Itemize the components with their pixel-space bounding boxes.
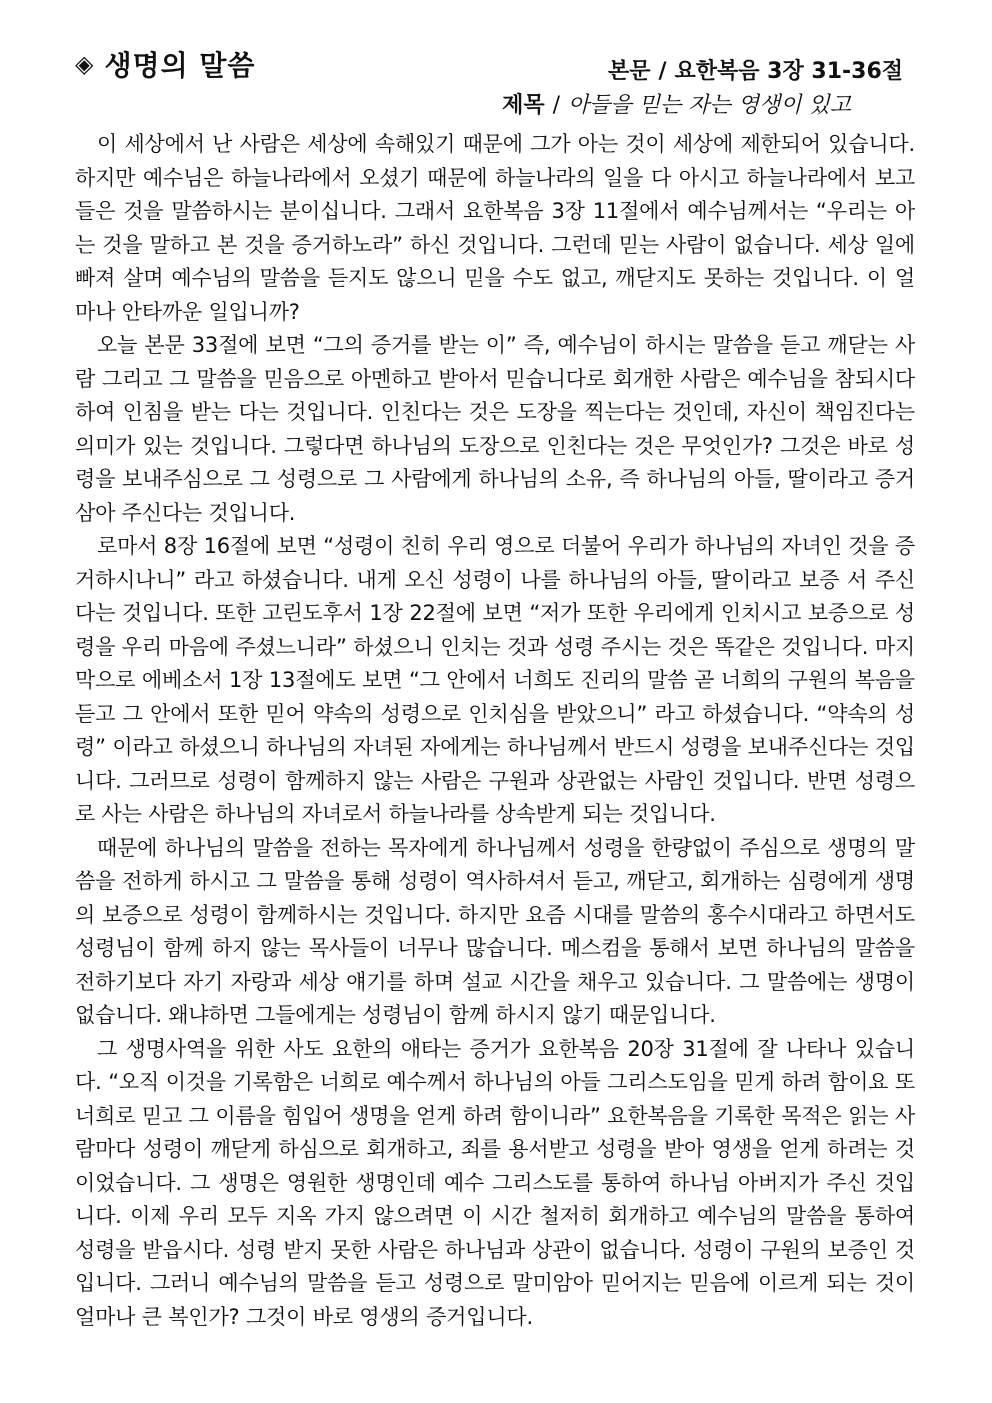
subject-separator: / <box>552 93 560 118</box>
paragraph: 오늘 본문 33절에 보면 “그의 증거를 받는 이” 즉, 예수님이 하시는 말씀을 듣고 깨닫는 사람 그리고 그 말씀을 믿음으로 아멘하고 받아서 믿습니다로 회개한 사람은 예수님을 참되시다하여 인침을 받는 다는 것입니다. 인친다는 것은 도장을 찍는다는 것인데, 자신이 책임진다는 의미가 있는 것입니다. 그렇다면 하나님의 도장으로 인친다는 것은 무엇인가? 그것은 바로 성령을 보내주심으로 그 성령으로 그 사람에게 하나님의 소유, 즉 하나님의 아들, 딸이라고 증거삼아 주신다는 것입니다. <box>75 333 915 525</box>
page-title-text: 생명의 말씀 <box>104 49 256 82</box>
sermon-header <box>75 40 915 120</box>
page-title <box>75 44 255 84</box>
paragraph: 그 생명사역을 위한 사도 요한의 애타는 증거가 요한복음 20장 31절에 잘 나타나 있습니다. “오직 이것을 기록함은 너희로 예수께서 하나님의 아들 그리스도임을 믿게 하려 함이요 또 너희로 믿고 그 이름을 힘입어 생명을 얻게 하려 함이니라” 요한복음을 기록한 목적은 읽는 사람마다 성령이 깨닫게 하심으로 회개하고, 죄를 용서받고 성령을 받아 영생을 얻게 하려는 것이었습니다. 그 생명은 영원한 생명인데 예수 그리스도를 통하여 하나님 아버지가 주신 것입니다. 이제 우리 모두 지옥 가지 않으려면 이 시간 철저히 회개하고 예수님의 말씀을 통하여 성령을 받읍시다. 성령 받지 못한 사람은 하나님과 상관이 없습니다. 성령이 구원의 보증인 것입니다. 그러니 예수님의 말씀을 듣고 성령으로 말미암아 믿어지는 믿음에 이르게 되는 것이 얼마나 큰 복인가? 그것이 바로 영생의 증거입니다. <box>75 1036 915 1329</box>
subject-text: 아들을 믿는 자는 영생이 있고 <box>568 93 851 118</box>
sermon-body <box>75 128 915 1334</box>
reference-label: 본문 <box>607 59 651 84</box>
diamond-icon: ◈ <box>75 50 95 78</box>
document-page <box>75 40 915 1334</box>
reference-text: 요한복음 3장 31-36절 <box>674 59 903 84</box>
paragraph: 이 세상에서 난 사람은 세상에 속해있기 때문에 그가 아는 것이 세상에 제한되어 있습니다. 하지만 예수님은 하늘나라에서 오셨기 때문에 하늘나라의 일을 다 아시고 하늘나라에서 보고 들은 것을 말씀하시는 분이십니다. 그래서 요한복음 3장 11절에서 예수님께서는 “우리는 아는 것을 말하고 본 것을 증거하노라” 하신 것입니다. 그런데 믿는 사람이 없습니다. 세상 일에 빠져 살며 예수님의 말씀을 듣지도 않으니 믿을 수도 없고, 깨닫지도 못하는 것입니다. 이 얼마나 안타까운 일입니까? <box>75 132 915 324</box>
subject-label: 제목 <box>502 93 545 118</box>
reference-separator: / <box>658 59 667 84</box>
sermon-subject <box>502 88 851 119</box>
paragraph: 때문에 하나님의 말씀을 전하는 목자에게 하나님께서 성령을 한량없이 주심으로 생명의 말씀을 전하게 하시고 그 말씀을 통해 성령이 역사하셔서 듣고, 깨닫고, 회개하는 심령에게 생명의 보증으로 성령이 함께하시는 것입니다. 하지만 요즘 시대를 말씀의 홍수시대라고 하면서도 성령님이 함께 하지 않는 목사들이 너무나 많습니다. 메스컴을 통해서 보면 하나님의 말씀을 전하기보다 자기 자랑과 세상 얘기를 하며 설교 시간을 채우고 있습니다. 그 말씀에는 생명이 없습니다. 왜냐하면 그들에게는 성령님이 함께 하시지 않기 때문입니다. <box>75 835 915 1027</box>
paragraph: 로마서 8장 16절에 보면 “성령이 친히 우리 영으로 더불어 우리가 하나님의 자녀인 것을 증거하시나니” 라고 하셨습니다. 내게 오신 성령이 나를 하나님의 아들, 딸이라고 보증 서 주신다는 것입니다. 또한 고린도후서 1장 22절에 보면 “저가 또한 우리에게 인치시고 보증으로 성령을 우리 마음에 주셨느니라” 하셨으니 인치는 것과 성령 주시는 것은 똑같은 것입니다. 마지막으로 에베소서 1장 13절에도 보면 “그 안에서 너희도 진리의 말씀 곧 너희의 구원의 복음을 듣고 그 안에서 또한 믿어 약속의 성령으로 인치심을 받았으니” 라고 하셨습니다. “약속의 성령” 이라고 하셨으니 하나님의 자녀된 자에게는 하나님께서 반드시 성령을 보내주신다는 것입니다. 그러므로 성령이 함께하지 않는 사람은 구원과 상관없는 사람인 것입니다. 반면 성령으로 사는 사람은 하나님의 자녀로서 하늘나라를 상속받게 되는 것입니다. <box>75 534 915 826</box>
scripture-reference <box>608 54 903 85</box>
